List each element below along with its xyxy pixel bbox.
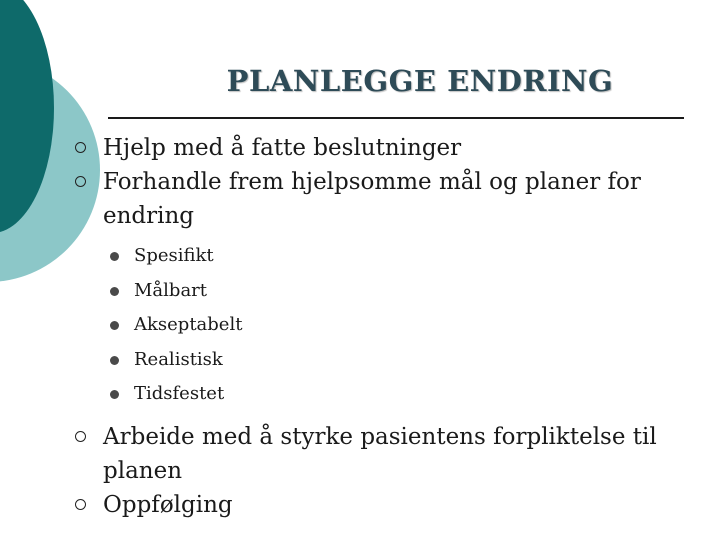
ring-bullet-icon	[75, 142, 86, 153]
sub-list-item	[70, 343, 670, 378]
sub-list-item	[70, 377, 670, 412]
sub-list-item	[70, 239, 670, 274]
sub-list-item	[70, 274, 670, 309]
slide-title: PLANLEGGE ENDRING	[226, 64, 614, 98]
list-item	[70, 420, 670, 488]
sub-list-item-text: Akseptabelt	[134, 314, 243, 335]
ring-bullet-icon	[75, 176, 86, 187]
title-underline	[108, 117, 684, 119]
list-item-text: Oppfølging	[103, 491, 233, 518]
sub-list	[70, 239, 670, 412]
dot-bullet-icon	[110, 356, 119, 365]
sub-list-item-text: Målbart	[134, 279, 208, 301]
dot-bullet-icon	[110, 252, 119, 261]
list-item	[70, 488, 670, 522]
list-item-text: Arbeide med å styrke pasientens forpliktelse til planen	[103, 423, 657, 484]
dot-bullet-icon	[110, 390, 119, 399]
ring-bullet-icon	[75, 431, 86, 442]
sub-list-item-text: Tidsfestet	[134, 383, 225, 404]
sub-list-item-text: Spesifikt	[134, 245, 214, 266]
sub-list-item-text: Realistisk	[134, 348, 223, 370]
list-item-text: Hjelp med å fatte beslutninger	[103, 135, 462, 161]
dot-bullet-icon	[110, 321, 119, 330]
slide-content	[70, 131, 670, 522]
ring-bullet-icon	[75, 499, 86, 510]
dot-bullet-icon	[110, 287, 119, 296]
list-item-text: Forhandle frem hjelpsomme mål og planer for endring	[103, 169, 641, 229]
sub-list-item	[70, 308, 670, 343]
list-item	[70, 165, 670, 233]
list-item	[70, 131, 670, 165]
